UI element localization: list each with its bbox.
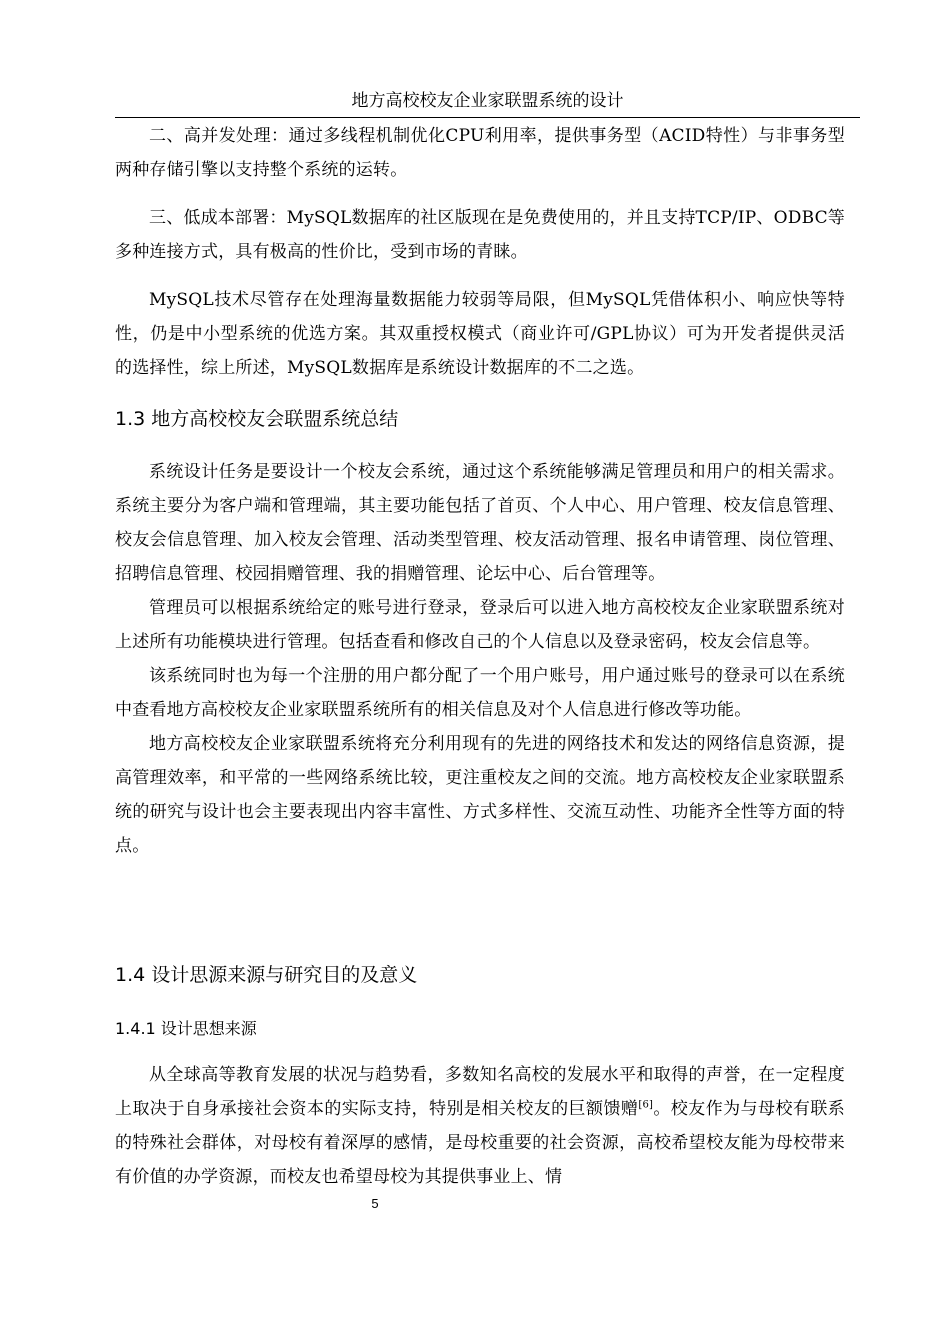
section-1-4-1-body bbox=[115, 1058, 845, 1194]
paragraph-text-before-citation: 从全球高等教育发展的状况与趋势看，多数知名高校的发展水平和取得的声誉，在一定程度上取决于自身承接社会资本的实际支持，特别是相关校友的巨额馈赠 bbox=[115, 1065, 845, 1119]
section-1-3-body bbox=[115, 455, 845, 863]
paragraph-low-cost: 三、低成本部署：MySQL数据库的社区版现在是免费使用的，并且支持TCP/IP、ODBC等多种连接方式，具有极高的性价比，受到市场的青睐。 bbox=[115, 208, 845, 262]
paragraph-concurrency: 二、高并发处理：通过多线程机制优化CPU利用率，提供事务型（ACID特性）与非事务型两种存储引擎以支持整个系统的运转。 bbox=[115, 126, 845, 180]
subsection-heading-1-4-1: 1.4.1 设计思想来源 bbox=[115, 1019, 257, 1038]
citation-reference: [6] bbox=[638, 1099, 654, 1111]
paragraph-user: 该系统同时也为每一个注册的用户都分配了一个用户账号，用户通过账号的登录可以在系统中查看地方高校校友企业家联盟系统所有的相关信息及对个人信息进行修改等功能。 bbox=[115, 666, 845, 720]
paragraph-admin: 管理员可以根据系统给定的账号进行登录，登录后可以进入地方高校校友企业家联盟系统对上述所有功能模块进行管理。包括查看和修改自己的个人信息以及登录密码，校友会信息等。 bbox=[115, 598, 845, 652]
paragraph-text-after-citation: 。校友作为与母校有联系的特殊社会群体，对母校有着深厚的感情，是母校重要的社会资源，高校希望校友能为母校带来有价值的办学资源，而校友也希望母校为其提供事业上、情 bbox=[115, 1099, 846, 1187]
intro-block bbox=[115, 119, 845, 385]
running-header: 地方高校校友企业家联盟系统的设计 bbox=[115, 88, 860, 118]
paragraph-system-tasks: 系统设计任务是要设计一个校友会系统，通过这个系统能够满足管理员和用户的相关需求。系统主要分为客户端和管理端，其主要功能包括了首页、个人中心、用户管理、校友信息管理、校友会信息管理、加入校友会管理、活动类型管理、校友活动管理、报名申请管理、岗位管理、招聘信息管理、校园捐赠管理、我的捐赠管理、论坛中心、后台管理等。 bbox=[115, 462, 845, 584]
page-number: 5 bbox=[371, 1196, 379, 1211]
paragraph-design-origin bbox=[115, 1058, 845, 1194]
paragraph-mysql-summary: MySQL技术尽管存在处理海量数据能力较弱等局限，但MySQL凭借体积小、响应快等特性，仍是中小型系统的优选方案。其双重授权模式（商业许可/GPL协议）可为开发者提供灵活的选择性，综上所述，MySQL数据库是系统设计数据库的不二之选。 bbox=[115, 290, 845, 378]
section-heading-1-3: 1.3 地方高校校友会联盟系统总结 bbox=[115, 408, 399, 430]
paragraph-features: 地方高校校友企业家联盟系统将充分利用现有的先进的网络技术和发达的网络信息资源，提高管理效率，和平常的一些网络系统比较，更注重校友之间的交流。地方高校校友企业家联盟系统的研究与设计也会主要表现出内容丰富性、方式多样性、交流互动性、功能齐全性等方面的特点。 bbox=[115, 734, 845, 856]
section-heading-1-4: 1.4 设计思源来源与研究目的及意义 bbox=[115, 964, 418, 986]
